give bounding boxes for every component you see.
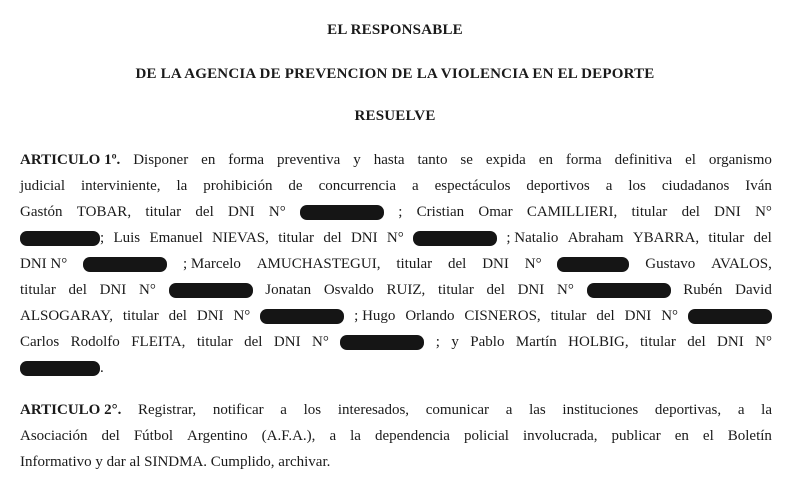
word: y (451, 334, 459, 350)
word: (A.F.A.), (261, 428, 316, 444)
word: YBARRA, (632, 230, 700, 246)
word: definitiva (614, 152, 673, 168)
word: HOLBIG, (568, 334, 629, 350)
word: titular (631, 204, 668, 220)
word: a (411, 178, 419, 194)
word: Martín (515, 334, 557, 350)
word: N° (268, 204, 286, 220)
word: Argentino (187, 428, 248, 444)
word: ; (435, 334, 440, 350)
word: concurrencia (318, 178, 397, 194)
redacted-dni (20, 361, 100, 376)
word: a (329, 428, 337, 444)
word: titular (196, 334, 233, 350)
word: del (68, 282, 87, 298)
redacted-dni (587, 283, 671, 298)
word: la (176, 178, 188, 194)
word: CISNEROS, (464, 308, 541, 324)
word: Osvaldo (323, 282, 374, 298)
word: DNI (624, 308, 652, 324)
word: titular (640, 334, 676, 350)
word: DNI (227, 204, 255, 220)
word: notificar (212, 402, 264, 418)
word: DNI (350, 230, 378, 246)
word: Fútbol (133, 428, 174, 444)
word: comunicar (425, 402, 490, 418)
word: de (288, 178, 303, 194)
word: del (753, 230, 772, 246)
art1-line-7 (20, 304, 772, 328)
art1-line-2 (20, 174, 772, 198)
word: ALSOGARAY, (20, 308, 113, 324)
word: del (195, 204, 214, 220)
word: titular (20, 282, 56, 298)
word: Informativo y dar al SINDMA. Cumplido, archivar. (20, 454, 331, 470)
heading-agencia: DE LA AGENCIA DE PREVENCION DE LA VIOLENCIA EN EL DEPORTE (135, 66, 655, 82)
word: del (168, 308, 187, 324)
word: N° (138, 282, 156, 298)
art1-line-4 (20, 226, 772, 250)
word: Pablo (470, 334, 505, 350)
word: forma (228, 152, 265, 168)
art1-line-8 (20, 330, 772, 354)
word: se (460, 152, 473, 168)
redacted-dni (340, 335, 424, 350)
redacted-dni (83, 257, 167, 272)
word: titular (438, 282, 474, 298)
word: Omar (478, 204, 513, 220)
art2-label: ARTICULO 2°. (20, 402, 122, 418)
word: Cristian (416, 204, 465, 220)
word: titular (145, 204, 182, 220)
word: titular (278, 230, 315, 246)
word: ciudadanos (661, 178, 730, 194)
word: DNI (517, 282, 545, 298)
word: a (605, 178, 613, 194)
word: los (303, 402, 322, 418)
word: interviniente, (80, 178, 161, 194)
word: involucrada, (522, 428, 598, 444)
word: N° (755, 204, 772, 220)
art2-line-3 (20, 450, 772, 474)
word: N° (661, 308, 679, 324)
word: DNI (196, 308, 224, 324)
word: la (350, 428, 361, 444)
word: ; Marcelo (182, 256, 241, 272)
word: N° (386, 230, 404, 246)
word: N° (556, 282, 574, 298)
word: Rodolfo (70, 334, 120, 350)
word: en (538, 152, 553, 168)
word: N° (312, 334, 329, 350)
word: N° (524, 256, 542, 272)
word: dependencia (374, 428, 450, 444)
word: y (353, 152, 361, 168)
redacted-dni (20, 231, 100, 246)
heading-resuelve: RESUELVE (354, 108, 436, 124)
word: expida (485, 152, 526, 168)
word: DNI (273, 334, 301, 350)
word: titular (122, 308, 159, 324)
word: titular (708, 230, 745, 246)
art1-line-3 (20, 200, 772, 224)
redacted-dni (557, 257, 629, 272)
word: Carlos (20, 334, 60, 350)
word: AMUCHASTEGUI, (256, 256, 381, 272)
word: AVALOS, (711, 256, 772, 272)
word: del (448, 256, 467, 272)
word: N° (233, 308, 251, 324)
word: ; (398, 204, 403, 220)
word: Iván (745, 178, 772, 194)
word: preventiva (277, 152, 341, 168)
word: forma (565, 152, 602, 168)
word: del (681, 204, 700, 220)
art1-label: ARTICULO 1º. (20, 152, 121, 168)
word: N° (755, 334, 772, 350)
word: titular (550, 308, 587, 324)
word: hasta (373, 152, 405, 168)
word: del (244, 334, 263, 350)
word: NIEVAS, (212, 230, 269, 246)
word: DNI N° (20, 256, 68, 272)
word: Luis (113, 230, 141, 246)
word: del (596, 308, 615, 324)
word: del (687, 334, 706, 350)
word: organismo (708, 152, 772, 168)
word: Boletín (727, 428, 772, 444)
word: del (486, 282, 505, 298)
art2-line-1 (20, 398, 772, 422)
word: del (101, 428, 120, 444)
redacted-dni (688, 309, 772, 324)
word: judicial (20, 178, 65, 194)
word: policial (463, 428, 509, 444)
word: ; Natalio (506, 230, 559, 246)
art2-line-2 (20, 424, 772, 448)
word: a (737, 402, 745, 418)
word: en (674, 428, 689, 444)
word: prohibición (203, 178, 273, 194)
art1-line-5 (20, 252, 772, 276)
word: deportivas, (654, 402, 722, 418)
art1-line-6 (20, 278, 772, 302)
word: los (628, 178, 646, 194)
redacted-dni (300, 205, 384, 220)
word: ; Hugo (354, 308, 396, 324)
word: Rubén (683, 282, 723, 298)
redacted-dni (260, 309, 344, 324)
redacted-dni (169, 283, 253, 298)
word: Gastón (20, 204, 63, 220)
word: Orlando (405, 308, 455, 324)
redacted-dni (413, 231, 497, 246)
word: espectáculos (434, 178, 511, 194)
word: Asociación (20, 428, 88, 444)
word: titular (396, 256, 433, 272)
word: ; (100, 230, 105, 246)
word: Registrar, (138, 402, 197, 418)
word: DNI (482, 256, 509, 272)
word: publicar (611, 428, 661, 444)
word: deportivos (526, 178, 590, 194)
word: interesados, (337, 402, 410, 418)
word: la (761, 402, 772, 418)
word: CAMILLIERI, (526, 204, 618, 220)
word: FLEITA, (131, 334, 186, 350)
word: DNI (99, 282, 127, 298)
heading-responsable: EL RESPONSABLE (327, 22, 463, 38)
word: DNI (717, 334, 744, 350)
word: tanto (417, 152, 448, 168)
word: . (100, 360, 104, 376)
word: el (702, 428, 714, 444)
word: a (505, 402, 513, 418)
word: RUIZ, (386, 282, 426, 298)
word: David (735, 282, 772, 298)
word: del (323, 230, 342, 246)
word: las (529, 402, 546, 418)
art1-line-9 (20, 356, 772, 380)
word: TOBAR, (76, 204, 132, 220)
art1-line-1 (20, 148, 772, 172)
word: en (201, 152, 216, 168)
word: Abraham (567, 230, 624, 246)
word: a (280, 402, 287, 418)
word: Jonatan (265, 282, 312, 298)
word: Disponer (133, 152, 189, 168)
word: Emanuel (149, 230, 203, 246)
word: DNI (714, 204, 741, 220)
word: instituciones (562, 402, 639, 418)
word: el (685, 152, 696, 168)
word: Gustavo (645, 256, 696, 272)
